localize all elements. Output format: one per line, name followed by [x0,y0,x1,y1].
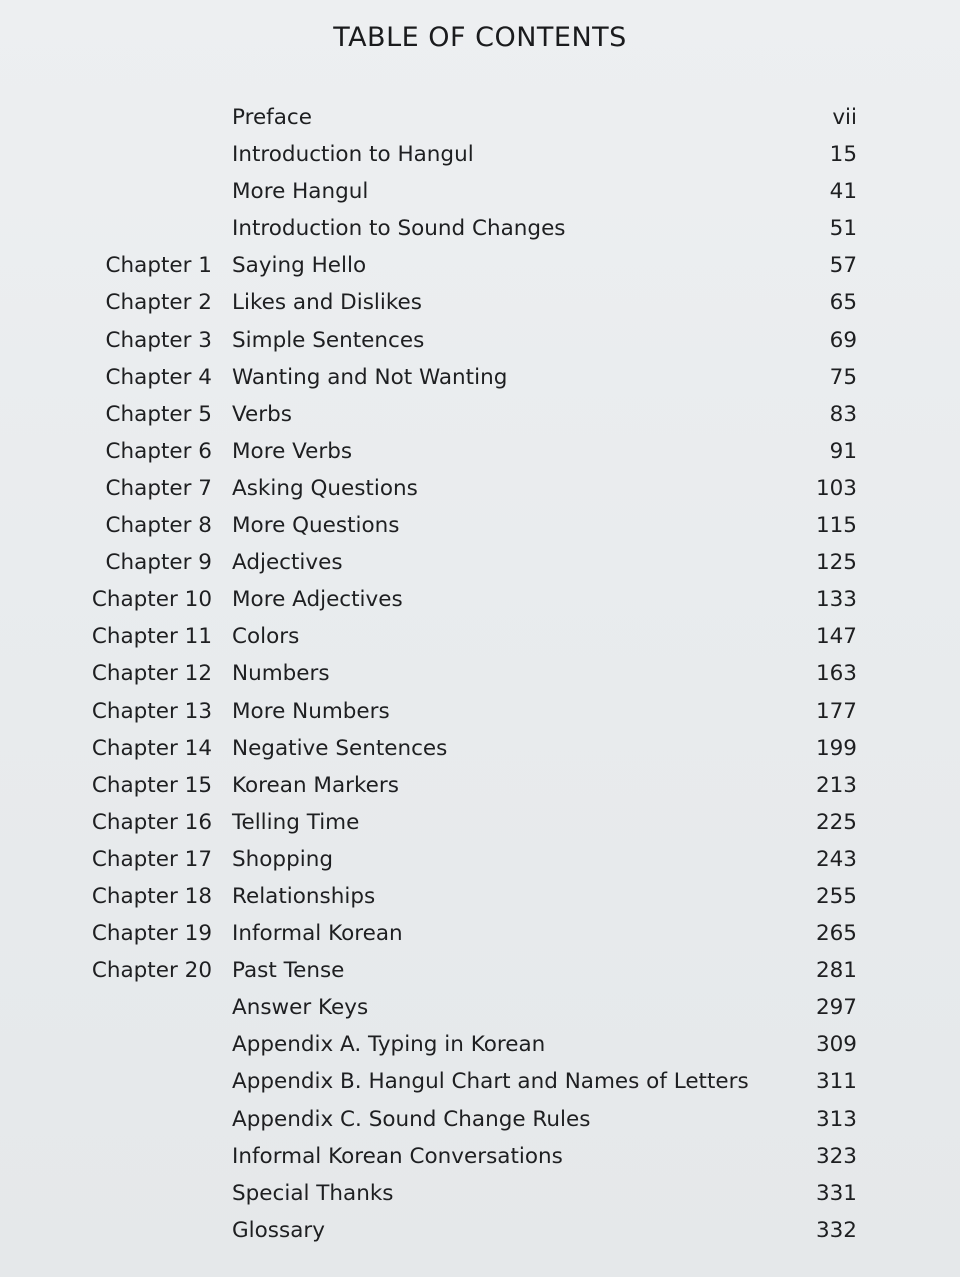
toc-chapter-number: Chapter 2 [105,290,212,316]
toc-chapter-number: Chapter 5 [105,401,212,427]
toc-entry-title: More Hangul [232,179,369,205]
toc-chapter-number: Chapter 18 [91,883,212,909]
toc-entry-title: More Numbers [232,698,390,724]
toc-page-number: 225 [815,809,857,835]
toc-entry-title: Numbers [232,661,330,687]
toc-page-number: 309 [815,1032,857,1058]
toc-page-number: 323 [815,1143,857,1169]
toc-page-number: 103 [815,475,857,501]
toc-entry [0,1101,960,1138]
toc-entry-title: More Verbs [232,438,353,464]
toc-entry [0,693,960,730]
toc-entry [0,767,960,804]
toc-chapter-number: Chapter 16 [91,809,212,835]
toc-entry [0,878,960,915]
toc-chapter-number: Chapter 1 [105,253,212,279]
toc-entry-title: Appendix C. Sound Change Rules [232,1106,591,1132]
toc-entry-title: Informal Korean [232,921,403,947]
toc-chapter-number: Chapter 13 [91,698,212,724]
toc-entry-title: Adjectives [232,550,343,576]
toc-entry [0,1175,960,1212]
toc-entry-title: Special Thanks [232,1180,394,1206]
toc-page-number: 75 [829,364,857,390]
toc-page-number: 331 [815,1180,857,1206]
toc-chapter-number: Chapter 4 [105,364,212,390]
toc-chapter-number: Chapter 10 [91,587,212,613]
toc-entry [0,544,960,581]
toc-chapter-number: Chapter 8 [105,513,212,539]
toc-entry [0,655,960,692]
toc-page-number: vii [832,105,857,130]
toc-page-number: 297 [815,995,857,1021]
toc-entry-title: Likes and Dislikes [232,290,422,316]
toc-page-number: 125 [815,550,857,576]
toc-entry [0,433,960,470]
toc-page-number: 332 [815,1217,857,1243]
toc-chapter-number: Chapter 11 [91,624,212,650]
toc-entry-title: More Adjectives [232,587,403,613]
toc-entry-title: Informal Korean Conversations [232,1143,563,1169]
toc-chapter-number: Chapter 3 [105,327,212,353]
toc-entry-title: Telling Time [232,809,360,835]
toc-entry-title: Answer Keys [232,995,369,1021]
toc-chapter-number: Chapter 6 [105,438,212,464]
toc-page-number: 57 [829,253,857,279]
toc-entry [0,247,960,284]
toc-page-number: 213 [815,772,857,798]
toc-entry-title: Relationships [232,883,376,909]
toc-entry-title: Introduction to Sound Changes [232,216,566,242]
toc-page-number: 147 [815,624,857,650]
toc-chapter-number: Chapter 17 [91,846,212,872]
toc-chapter-number: Chapter 9 [105,550,212,576]
toc-page-number: 255 [815,883,857,909]
toc-chapter-number: Chapter 12 [91,661,212,687]
toc-page-number: 177 [815,698,857,724]
toc-entry-title: Appendix B. Hangul Chart and Names of Letters [232,1069,749,1095]
toc-chapter-number: Chapter 14 [91,735,212,761]
toc-entry [0,284,960,321]
toc-entry-title: Wanting and Not Wanting [232,364,508,390]
toc-entry [0,210,960,247]
toc-entry [0,99,960,136]
toc-entry [0,1138,960,1175]
toc-entry [0,1026,960,1063]
toc-page-number: 69 [829,327,857,353]
toc-page-number: 65 [829,290,857,316]
toc-entry [0,507,960,544]
toc-entry-title: Negative Sentences [232,735,448,761]
toc-page-number: 281 [815,958,857,984]
table-of-contents [0,99,960,1249]
toc-entry [0,136,960,173]
toc-entry-title: Saying Hello [232,253,367,279]
toc-page-number: 313 [815,1106,857,1132]
toc-entry [0,952,960,989]
toc-page-number: 311 [815,1069,857,1095]
toc-entry-title: More Questions [232,513,400,539]
toc-entry-title: Shopping [232,846,333,872]
toc-entry-title: Glossary [232,1217,325,1243]
toc-page-number: 91 [829,438,857,464]
toc-entry [0,1212,960,1249]
toc-entry [0,581,960,618]
toc-page-number: 243 [815,846,857,872]
toc-entry [0,1063,960,1100]
toc-page-number: 115 [815,513,857,539]
toc-page-number: 83 [829,401,857,427]
toc-page-number: 163 [815,661,857,687]
toc-entry-title: Korean Markers [232,772,399,798]
toc-entry-title: Verbs [232,401,292,427]
toc-entry-title: Colors [232,624,300,650]
toc-entry [0,359,960,396]
toc-page-number: 199 [815,735,857,761]
toc-page-number: 51 [829,216,857,242]
toc-page-number: 133 [815,587,857,613]
toc-chapter-number: Chapter 19 [91,921,212,947]
toc-chapter-number: Chapter 7 [105,475,212,501]
toc-page-number: 265 [815,921,857,947]
toc-entry [0,989,960,1026]
page-title: TABLE OF CONTENTS [333,22,627,53]
toc-entry-title: Simple Sentences [232,327,425,353]
toc-page-number: 41 [829,179,857,205]
toc-entry [0,470,960,507]
toc-chapter-number: Chapter 15 [91,772,212,798]
toc-entry-title: Introduction to Hangul [232,142,474,168]
toc-entry [0,730,960,767]
toc-chapter-number: Chapter 20 [91,958,212,984]
toc-page-number: 15 [829,142,857,168]
toc-entry [0,173,960,210]
toc-entry [0,841,960,878]
toc-entry [0,396,960,433]
toc-entry [0,915,960,952]
toc-entry-title: Appendix A. Typing in Korean [232,1032,546,1058]
toc-entry-title: Past Tense [232,958,345,984]
toc-entry-title: Preface [232,105,312,130]
toc-entry [0,804,960,841]
toc-entry [0,322,960,359]
toc-entry [0,618,960,655]
toc-entry-title: Asking Questions [232,475,418,501]
